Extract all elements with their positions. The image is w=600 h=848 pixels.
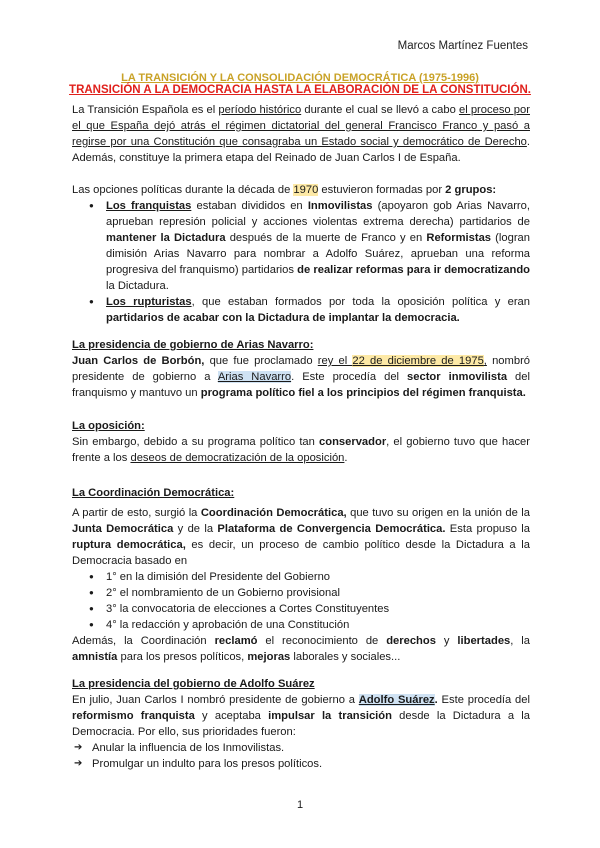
coordinacion-section: La Coordinación Democrática: A partir de esto, surgió la Coordinación Democrática, que tuvo su origen en la unión de la Junta Democrática y de la Plataforma de Convergencia Democrática. Esta propuso la ruptura democrática, es decir, un proceso de cambio político desde la Dictadura a la Democracia basado en ● 1° en la dimisión del Presidente del Gobierno ● 2° el nombramiento de un Gobierno provisional ● 3° la convocatoria de elecciones a Cortes Constituyentes ● 4° la redacción y aprobación de una Constitución Además, la Coordinación reclamó el reconocimiento de derechos y libertades, la amnistía para los presos políticos, mejoras laborales y sociales... [72, 485, 530, 665]
author-name: Marcos Martínez Fuentes [397, 40, 528, 52]
list-item: ➔ Promulgar un indulto para los presos políticos. [92, 756, 530, 772]
section-heading: La presidencia de gobierno de Arias Navarro: [72, 339, 314, 351]
page-number: 1 [296, 799, 304, 811]
oposicion-section: La oposición: Sin embargo, debido a su programa político tan conservador, el gobierno tuvo que hacer frente a los deseos de democratización de la oposición. [72, 420, 530, 464]
options-intro: Las opciones políticas durante la década de 1970 estuvieron formadas por 2 grupos: [72, 184, 497, 196]
options-list [72, 198, 530, 326]
arias-section: La presidencia de gobierno de Arias Navarro: Juan Carlos de Borbón, que fue proclamado rey el 22 de diciembre de 1975, nombró presidente de gobierno a Arias Navarro. Este procedía del sector inmovilista del franquismo y mantuvo un programa político fiel a los principios del régimen franquista. [72, 339, 531, 399]
list-item: ● Los rupturistas, que estaban formados por toda la oposición política y eran partidarios de acabar con la Dictadura de implantar la democracia. [106, 294, 530, 326]
section-heading: La Coordinación Democrática: [72, 487, 235, 499]
sub-title: TRANSICIÓN A LA DEMOCRACIA HASTA LA ELABORACIÓN DE LA CONSTITUCIÓN. [69, 84, 531, 96]
main-title: LA TRANSICIÓN Y LA CONSOLIDACIÓN DEMOCRÁTICA (1975-1996) [121, 72, 479, 84]
list-item: ● 2° el nombramiento de un Gobierno provisional [106, 585, 530, 601]
list-item: ➔ Anular la influencia de los Inmovilistas. [92, 740, 530, 756]
section-heading: La presidencia del gobierno de Adolfo Suárez [72, 678, 315, 690]
options-section [72, 182, 530, 326]
section-heading: La oposición: [72, 420, 145, 432]
list-item: ● 3° la convocatoria de elecciones a Cortes Constituyentes [106, 601, 530, 617]
suarez-list [72, 740, 530, 772]
intro-paragraph: La Transición Española es el período histórico durante el cual se llevó a cabo el proceso por el que España dejó atrás el régimen dictatorial del general Francisco Franco y pasó a regirse por una Constitución que consagraba un Estado social y democrático de Derecho. Además, constituye la primera etapa del Reinado de Juan Carlos I de España. [72, 104, 530, 164]
list-item: ● 4° la redacción y aprobación de una Constitución [106, 617, 530, 633]
list-item: ● Los franquistas estaban divididos en Inmovilistas (apoyaron gob Arias Navarro, aprueban represión policial y acciones violentas extrema derecha) partidarios de mantener la Dictadura después de la muerte de Franco y en Reformistas (logran dimisión Arias Navarro para nombrar a Adolfo Suárez, aprueban una reforma progresiva del franquismo) partidarios de realizar reformas para ir democratizando la Dictadura. [106, 198, 530, 294]
coordinacion-list [72, 569, 530, 633]
suarez-section: La presidencia del gobierno de Adolfo Suárez En julio, Juan Carlos I nombró presidente de gobierno a Adolfo Suárez. Este procedía del reformismo franquista y aceptaba impulsar la transición desde la Dictadura a la Democracia. Por ello, sus prioridades fueron: ➔ Anular la influencia de los Inmovilistas. ➔ Promulgar un indulto para los presos políticos. [72, 676, 530, 772]
list-item: ● 1° en la dimisión del Presidente del Gobierno [106, 569, 530, 585]
